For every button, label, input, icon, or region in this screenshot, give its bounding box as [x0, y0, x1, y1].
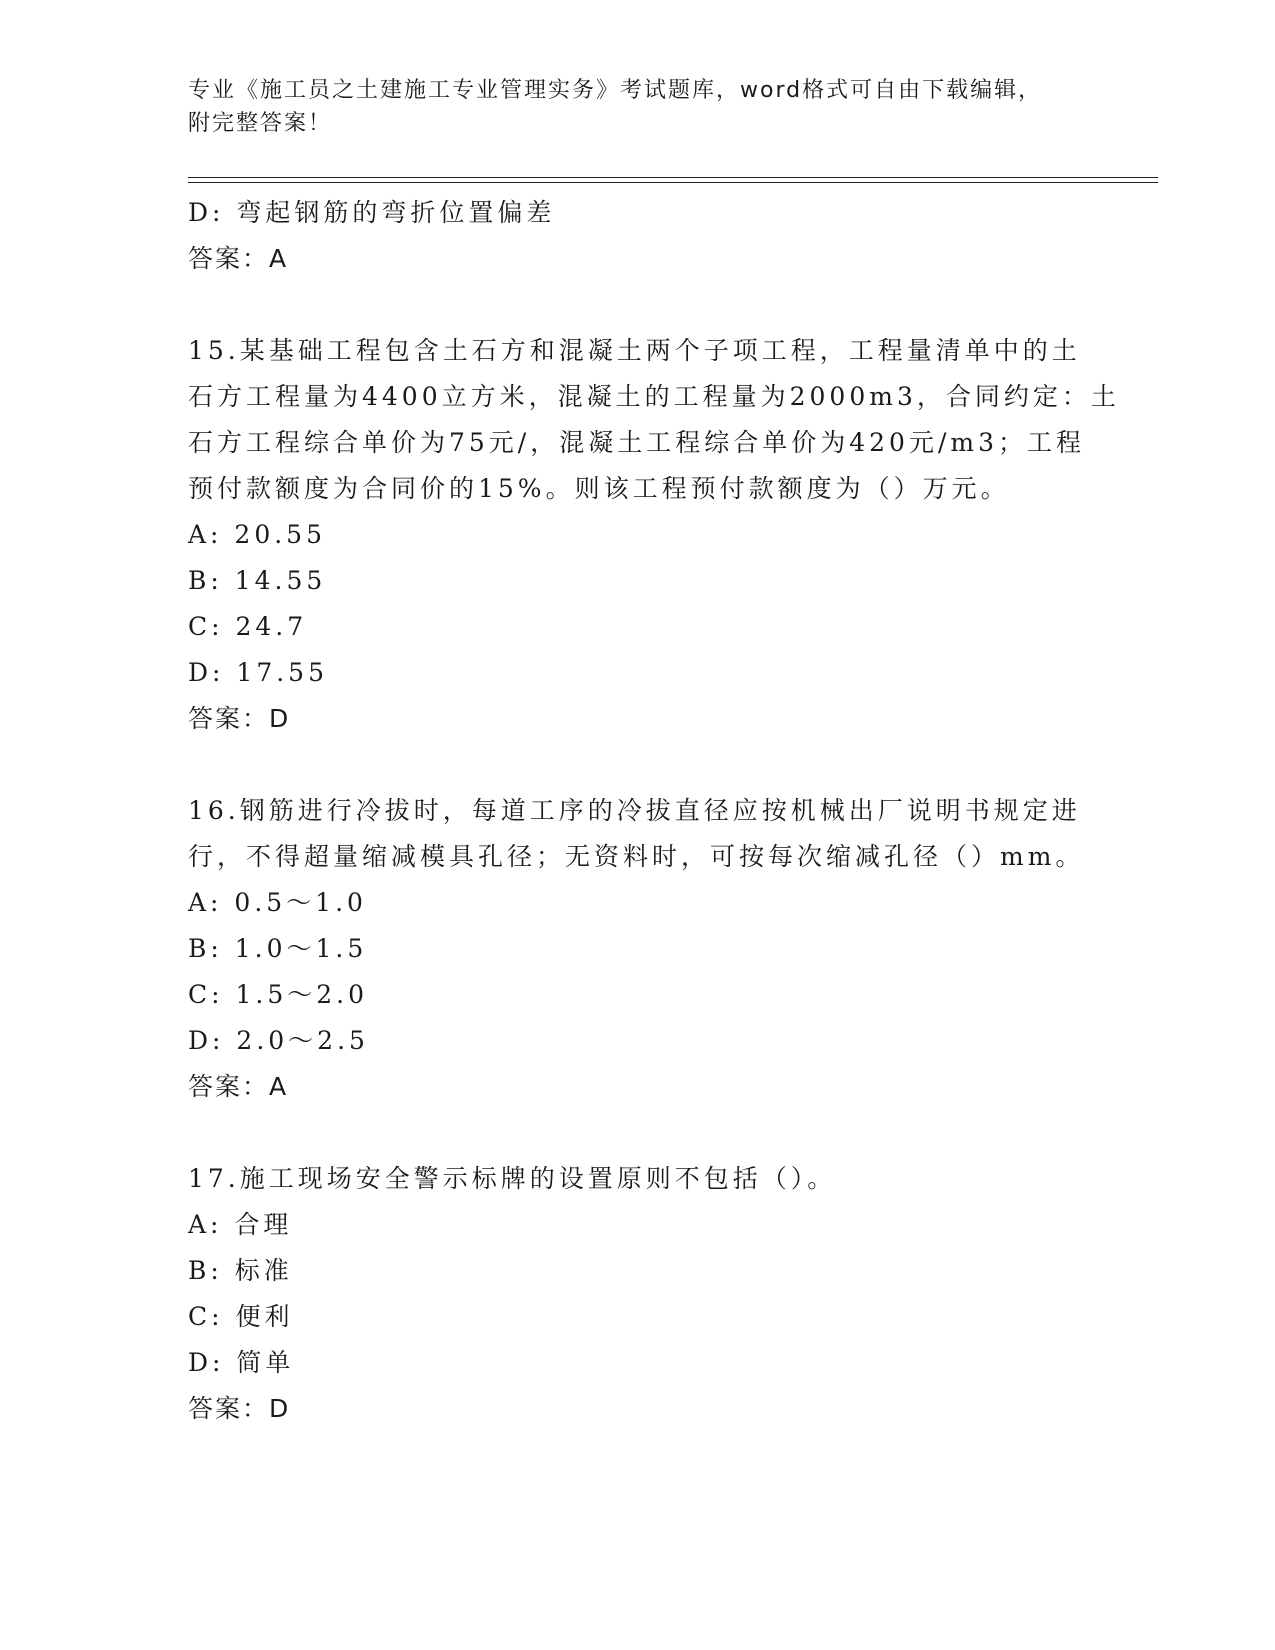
- option-b: B: 1.0～1.5: [188, 934, 368, 963]
- option-d: D: 17.55: [188, 658, 328, 687]
- option-a: A: 合理: [188, 1210, 293, 1239]
- question-content: [188, 190, 1120, 1432]
- answer: 答案：A: [188, 1072, 289, 1101]
- answer-previous: 答案：A: [188, 244, 289, 273]
- question-stem-line: 预付款额度为合同价的15%。则该工程预付款额度为（）万元。: [188, 474, 1010, 503]
- option-b: B: 标准: [188, 1256, 293, 1285]
- header-line-2: 附完整答案！: [188, 111, 333, 136]
- question-15: [188, 328, 1120, 742]
- option-c: C: 1.5～2.0: [188, 980, 369, 1009]
- question-16: [188, 788, 1088, 1110]
- answer: 答案：D: [188, 704, 291, 733]
- question-stem-line: 15.某基础工程包含土石方和混凝土两个子项工程，工程量清单中的土: [188, 336, 1081, 365]
- option-d: D: 2.0～2.5: [188, 1026, 369, 1055]
- question-stem-line: 17.施工现场安全警示标牌的设置原则不包括（）。: [188, 1164, 837, 1193]
- question-stem-line: 石方工程综合单价为75元/，混凝土工程综合单价为420元/m3；工程: [188, 428, 1085, 457]
- header-line-1: 专业《施工员之土建施工专业管理实务》考试题库，word格式可自由下载编辑，: [188, 78, 1043, 103]
- option-a: A: 20.55: [188, 520, 326, 549]
- spacer: [188, 1110, 1088, 1156]
- header-rule-top: [188, 177, 1158, 178]
- question-17: [188, 1156, 1088, 1432]
- option-a: A: 0.5～1.0: [188, 888, 367, 917]
- header-rule-bottom: [188, 182, 1158, 183]
- option-d: D: 简单: [188, 1348, 295, 1377]
- question-stem-line: 行，不得超量缩减模具孔径；无资料时，可按每次缩减孔径（）mm。: [188, 842, 1085, 871]
- spacer: [188, 742, 1088, 788]
- option-c: C: 24.7: [188, 612, 308, 641]
- option-c: C: 便利: [188, 1302, 294, 1331]
- option-b: B: 14.55: [188, 566, 327, 595]
- spacer: [188, 282, 1088, 328]
- document-header: [188, 74, 1068, 140]
- question-stem-line: 16.钢筋进行冷拔时，每道工序的冷拔直径应按机械出厂说明书规定进: [188, 796, 1081, 825]
- answer: 答案：D: [188, 1394, 291, 1423]
- question-stem-line: 石方工程量为4400立方米，混凝土的工程量为2000m3，合同约定：土: [188, 382, 1120, 411]
- option-d-previous: D: 弯起钢筋的弯折位置偏差: [188, 198, 556, 227]
